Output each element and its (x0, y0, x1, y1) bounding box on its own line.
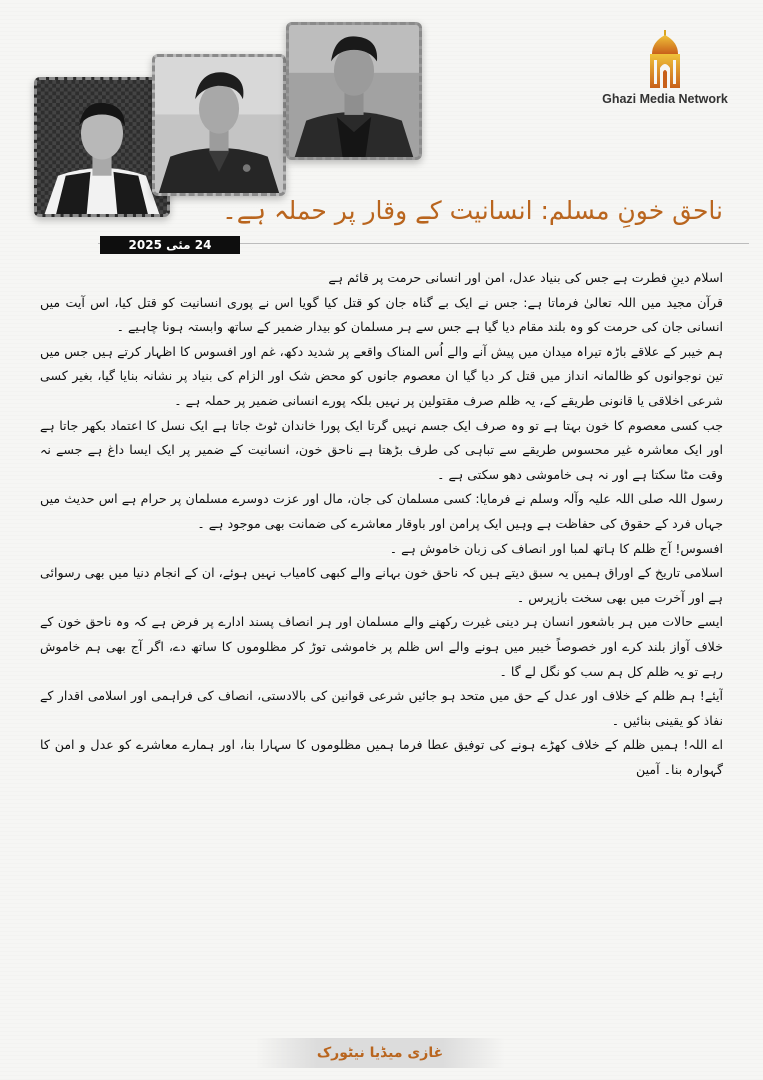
brand-name: Ghazi Media Network (602, 92, 728, 106)
headline: ناحق خونِ مسلم: انسانیت کے وقار پر حملہ ہے۔ (222, 196, 723, 225)
mosque-dome-icon (645, 30, 685, 88)
paragraph: آیئے! ہم ظلم کے خلاف اور عدل کے حق میں متحد ہو جائیں شرعی قوانین کی بالادستی، انصاف کی فراہمی اور اسلامی اقدار کے نفاذ کو یقینی بنائیں ۔ (40, 688, 723, 728)
date-text: 24 مئی 2025 (128, 238, 212, 252)
paragraph: افسوس! آج ظلم کا ہاتھ لمبا اور انصاف کی زبان خاموش ہے ۔ (389, 540, 723, 556)
paragraph: اے اللہ! ہمیں ظلم کے خلاف کھڑے ہونے کی توفیق عطا فرما ہمیں مظلوموں کا سہارا بنا، اور ہمارے معاشرے کو عدل و امن کا گہوارہ بنا۔ آمین (40, 737, 723, 777)
portrait-photo-1 (34, 77, 170, 217)
portrait-photo-2 (152, 54, 286, 196)
footer-bar (255, 1038, 505, 1068)
footer-brand-text: غازی میڈیا نیٹورک (316, 1045, 444, 1061)
paragraph: رسول اللہ صلی اللہ علیہ وآلہ وسلم نے فرمایا: کسی مسلمان کی جان، مال اور عزت دوسرے مسلمان پر حرام ہے اس حدیث میں جہاں فرد کے حقوق کی حفاظت ہے وہیں ایک پرامن اور باوقار معاشرے کی ضمانت بھی موجود ہے ۔ (40, 491, 723, 531)
brand-logo (590, 30, 740, 106)
portrait-photo-3 (286, 22, 422, 160)
paragraph: قرآن مجید میں اللہ تعالیٰ فرماتا ہے: جس نے ایک بے گناہ جان کو قتل کیا گویا اس نے پوری انسانیت کو قتل کیا، اس آیت میں انسانی جان کی حرمت کو وہ بلند مقام دیا گیا ہے جس سے ہر مسلمان کو بیدار ضمیر کے ساتھ وابستہ ہونا چاہیے ۔ (40, 294, 723, 335)
paragraph: جب کسی معصوم کا خون بہتا ہے تو وہ صرف ایک جسم نہیں گرتا ایک پورا خاندان ٹوٹ جاتا ہے ایک نسل کا اعتماد بکھر جاتا ہے اور ایک معاشرہ غیر محسوس طریقے سے تباہی کی طرف بڑھتا ہے ناحق خون، انسانیت کے ضمیر پر ایک ایسا داغ ہے جسے نہ وقت مٹا سکتا ہے اور نہ ہی خاموشی دھو سکتی ہے ۔ (40, 417, 723, 482)
paragraph: ایسے حالات میں ہر باشعور انسان ہر دینی غیرت رکھنے والے مسلمان اور ہر انصاف پسند ادارے پر فرض ہے کہ وہ ناحق خون کے خلاف آواز بلند کرے اور خصوصاً خیبر میں ہونے والے اس ظلم پر خاموشی توڑ کر مظلوموں کا ساتھ دے، اگر آج بھی ہم خاموش رہے تو یہ ظلم کل ہم سب کو نگل لے گا ۔ (40, 614, 723, 679)
paragraph: اسلامی تاریخ کے اوراق ہمیں یہ سبق دیتے ہیں کہ ناحق خون بہانے والے کبھی کامیاب نہیں ہوئے، ان کے انجام دنیا میں بھی رسوائی ہے اور آخرت میں بھی سخت بازپرس ۔ (40, 565, 723, 605)
date-badge (100, 236, 240, 254)
paragraph: اسلام دینِ فطرت ہے جس کی بنیاد عدل، امن اور انسانی حرمت پر قائم ہے (328, 270, 723, 285)
paragraph: ہم خیبر کے علاقے باڑہ تیراہ میدان میں پیش آنے والے اُس المناک واقعے پر شدید دکھ، غم اور افسوس کا اظہار کرتے ہیں جس میں تین نوجوانوں کو ظالمانہ انداز میں قتل کر دیا گیا ان معصوم جانوں کو محض شک اور الزام کی بنیاد پر نشانہ بنایا گیا، بغیر کسی شرعی اخلاقی یا قانونی طریقے کے، یہ ظلم صرف مقتولین پر نہیں بلکہ پورے انسانی ضمیر پر حملہ ہے ۔ (40, 343, 723, 408)
article-body (40, 266, 723, 1026)
